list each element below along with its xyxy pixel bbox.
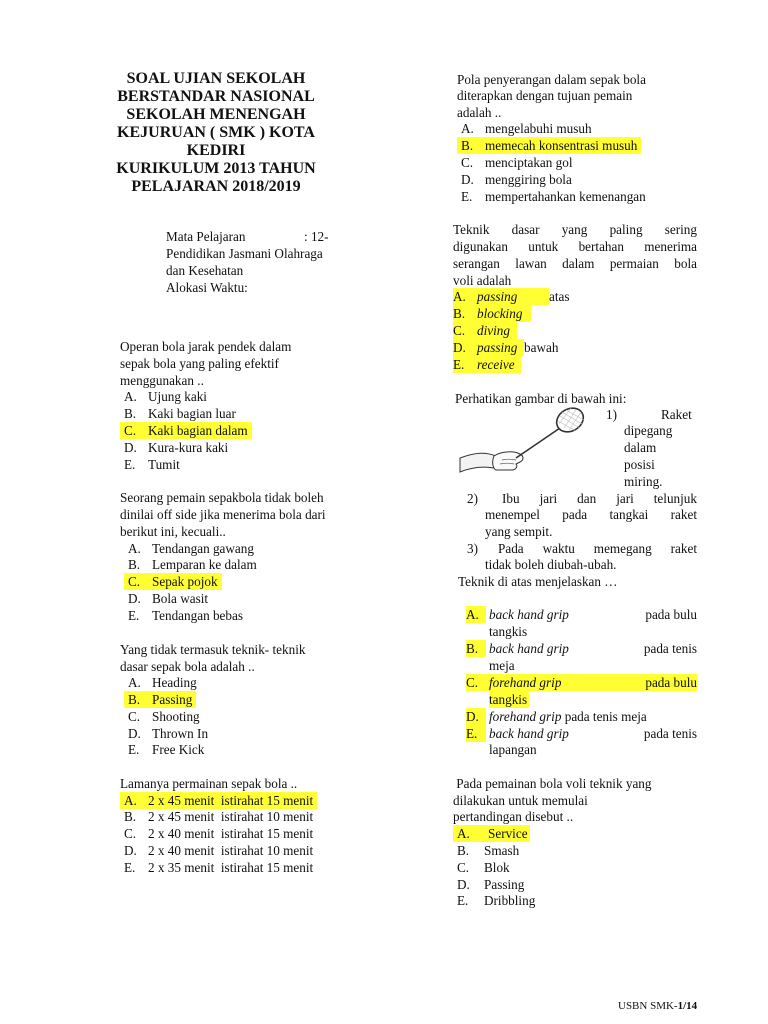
option-letter: C. (466, 675, 479, 690)
point-text: posisi (624, 457, 655, 472)
option-letter: E. (453, 357, 465, 372)
option-letter-highlighted: A. (466, 606, 486, 623)
subject-value: dan Kesehatan (166, 263, 244, 278)
option-letter: B. (124, 406, 137, 421)
answer-option (457, 892, 535, 909)
footer-prefix: USBN SMK- (618, 1000, 678, 1012)
option-letter: C. (461, 155, 474, 170)
answer-option (489, 725, 697, 742)
option-letter: D. (128, 591, 141, 606)
option-letter: D. (124, 440, 137, 455)
question-text: diterapkan dengan tujuan pemain (457, 88, 633, 103)
option-text: 2 x 35 menit istirahat 15 menit (148, 860, 314, 875)
option-term: passing (477, 340, 518, 355)
option-text: 2 x 40 menit istirahat 10 menit (148, 843, 314, 858)
option-continuation: lapangan (489, 742, 537, 757)
point-text: Raket (661, 407, 692, 422)
question-text: digunakan untuk bertahan menerima (453, 239, 697, 254)
title-line: BERSTANDAR NASIONAL (117, 88, 315, 105)
option-text: Shooting (152, 709, 200, 724)
option-letter-highlighted: D. (466, 708, 486, 725)
option-letter: A. (124, 793, 137, 808)
option-letter-highlighted: B. (466, 640, 486, 657)
title-line: KEDIRI (186, 142, 246, 159)
answer-option-highlighted (453, 288, 549, 305)
answer-option-highlighted (124, 573, 222, 590)
time-allocation-label: Alokasi Waktu: (166, 280, 248, 295)
option-continuation: meja (489, 658, 515, 673)
question-text: Operan bola jarak pendek dalam (120, 339, 292, 354)
option-text: 2 x 40 menit istirahat 15 menit (148, 826, 314, 841)
option-letter: A. (124, 389, 137, 404)
option-text: pada bulu (645, 607, 697, 622)
option-text: Smash (484, 843, 520, 858)
badminton-racket-grip-image (456, 402, 600, 482)
option-term: diving (477, 323, 510, 338)
answer-option (128, 556, 257, 573)
option-letter: A. (461, 121, 474, 136)
option-letter: E. (457, 893, 469, 908)
point-text: Pada waktu memegang raket (498, 541, 697, 556)
question-text: Teknik dasar yang paling sering (453, 222, 697, 237)
option-letter: A. (128, 675, 141, 690)
point-number: 2) (467, 491, 478, 506)
answer-option-highlighted (120, 422, 252, 439)
answer-option (128, 708, 200, 725)
title-line: SEKOLAH MENENGAH (126, 106, 306, 123)
title-line: KURIKULUM 2013 TAHUN (116, 160, 316, 177)
option-letter: B. (128, 692, 141, 707)
option-text: Ujung kaki (148, 389, 207, 404)
answer-option (128, 590, 208, 607)
answer-option (489, 674, 697, 691)
question-text: menggunakan .. (120, 373, 204, 388)
answer-option (124, 456, 180, 473)
option-text: Sepak pojok (152, 574, 218, 589)
answer-option (489, 708, 647, 725)
option-text: pada tenis meja (561, 709, 647, 724)
answer-option (124, 825, 313, 842)
option-continuation: tangkis (489, 624, 528, 639)
subject-value: : 12- (304, 229, 329, 244)
option-letter: B. (124, 809, 137, 824)
answer-option (489, 640, 697, 657)
answer-option-highlighted (453, 339, 524, 356)
answer-option (124, 439, 228, 456)
question-text: Teknik di atas menjelaskan … (458, 574, 618, 589)
point-text: yang sempit. (485, 524, 553, 539)
option-text: Bola wasit (152, 591, 209, 606)
point-text: dalam (624, 440, 657, 455)
question-text: berikut ini, kecuali.. (120, 524, 226, 539)
subject-label: Mata Pelajaran (166, 229, 246, 244)
option-text: Tendangan bebas (152, 608, 243, 623)
option-text: Tendangan gawang (152, 541, 254, 556)
answer-option (461, 188, 646, 205)
option-letter: B. (461, 138, 474, 153)
option-letter: C. (124, 423, 137, 438)
option-letter: E. (124, 860, 136, 875)
point-text: menempel pada tangkai raket (485, 507, 697, 522)
subject-value: Pendidikan Jasmani Olahraga (166, 246, 323, 261)
option-letter: E. (128, 742, 140, 757)
option-term: receive (477, 357, 515, 372)
option-letter: C. (128, 574, 141, 589)
option-text: Blok (484, 860, 510, 875)
option-text: pada tenis (643, 726, 697, 741)
option-text: Service (488, 826, 528, 841)
option-suffix: atas (549, 289, 570, 304)
option-letter: C. (457, 860, 470, 875)
option-text: 2 x 45 menit istirahat 15 menit (148, 793, 314, 808)
question-text: Pola penyerangan dalam sepak bola (457, 72, 646, 87)
answer-option-highlighted (457, 137, 641, 154)
option-term: back hand grip (489, 726, 569, 741)
option-text: Kaki bagian luar (148, 406, 236, 421)
answer-option-highlighted (120, 792, 317, 809)
option-letter: D. (453, 340, 466, 355)
question-text: Yang tidak termasuk teknik- teknik (120, 642, 306, 657)
question-text: dinilai off side jika menerima bola dari (120, 507, 326, 522)
option-text: pada tenis (643, 641, 697, 656)
answer-option (457, 876, 524, 893)
option-letter: C. (124, 826, 137, 841)
point-text: tidak boleh diubah-ubah. (485, 557, 617, 572)
question-text: Perhatikan gambar di bawah ini: (455, 391, 627, 406)
option-text: Tumit (148, 457, 180, 472)
title-line: SOAL UJIAN SEKOLAH (126, 70, 306, 87)
question-text: pertandingan disebut .. (453, 809, 574, 824)
answer-option (128, 674, 197, 691)
option-text: Lemparan ke dalam (152, 557, 257, 572)
option-letter: B. (457, 843, 470, 858)
option-letter-highlighted: E. (466, 725, 486, 742)
answer-option-highlighted (453, 825, 530, 842)
answer-option (489, 606, 697, 623)
option-letter: C. (128, 709, 141, 724)
option-text: Heading (152, 675, 197, 690)
option-text: menggiring bola (485, 172, 572, 187)
answer-option (124, 388, 207, 405)
answer-option (124, 405, 236, 422)
option-text: Thrown In (152, 726, 209, 741)
option-letter: E. (461, 189, 473, 204)
point-text: miring. (624, 474, 663, 489)
answer-option-highlighted (124, 691, 196, 708)
answer-option (457, 842, 519, 859)
title-line: KEJURUAN ( SMK ) KOTA (117, 124, 315, 141)
option-letter: E. (124, 457, 136, 472)
point-number: 3) (467, 541, 478, 556)
question-text: voli adalah (453, 273, 512, 288)
option-text: Passing (484, 877, 525, 892)
option-letter: D. (124, 843, 137, 858)
option-text: memecah konsentrasi musuh (485, 138, 638, 153)
option-letter: A. (453, 289, 466, 304)
option-letter: C. (453, 323, 466, 338)
answer-option-highlighted (453, 356, 521, 373)
point-number: 1) (606, 407, 617, 422)
option-text: Free Kick (152, 742, 205, 757)
answer-option (461, 120, 592, 137)
option-letter: A. (457, 826, 470, 841)
answer-option (124, 842, 313, 859)
answer-option-highlighted (453, 322, 517, 339)
option-letter: E. (128, 608, 140, 623)
page-number: 1/14 (677, 1000, 698, 1012)
option-letter: D. (457, 877, 470, 892)
question-text: dasar sepak bola adalah .. (120, 659, 255, 674)
option-suffix: bawah (524, 340, 559, 355)
question-text: sepak bola yang paling efektif (120, 356, 279, 371)
question-text: dilakukan untuk memulai (453, 793, 588, 808)
page-footer (618, 1000, 697, 1012)
answer-option (124, 859, 313, 876)
point-text: Ibu jari dan jari telunjuk (502, 491, 697, 506)
option-term: back hand grip (489, 641, 569, 656)
option-letter: A. (128, 541, 141, 556)
answer-option-highlighted (453, 305, 531, 322)
answer-option (128, 607, 243, 624)
option-letter: B. (453, 306, 466, 321)
option-term: forehand grip (489, 675, 562, 690)
answer-option (461, 154, 573, 171)
option-text: Kura-kura kaki (148, 440, 229, 455)
answer-option (457, 859, 510, 876)
option-text: Dribbling (484, 893, 536, 908)
option-text: mengelabuhi musuh (485, 121, 592, 136)
point-text: dipegang (624, 423, 673, 438)
option-letter: B. (128, 557, 141, 572)
answer-option (128, 540, 254, 557)
answer-option (124, 808, 313, 825)
option-text: mempertahankan kemenangan (485, 189, 646, 204)
question-text: Seorang pemain sepakbola tidak boleh (120, 490, 324, 505)
option-text: pada bulu (645, 675, 697, 690)
option-term: blocking (477, 306, 523, 321)
option-term: forehand grip (489, 709, 562, 724)
document-title (100, 70, 332, 196)
question-text: adalah .. (457, 105, 502, 120)
question-text: Pada pemainan bola voli teknik yang (453, 776, 652, 791)
option-text: Passing (152, 692, 193, 707)
question-text: serangan lawan dalam permaian bola (453, 256, 697, 271)
option-letter: D. (128, 726, 141, 741)
option-term: passing (477, 289, 518, 304)
answer-option (128, 725, 208, 742)
option-text: 2 x 45 menit istirahat 10 menit (148, 809, 314, 824)
option-text: menciptakan gol (485, 155, 573, 170)
question-text: Lamanya permainan sepak bola .. (120, 776, 298, 791)
answer-option (461, 171, 572, 188)
option-term: back hand grip (489, 607, 569, 622)
option-continuation: tangkis (489, 692, 528, 707)
option-text: Kaki bagian dalam (148, 423, 248, 438)
title-line: PELAJARAN 2018/2019 (131, 178, 301, 195)
option-letter: D. (461, 172, 474, 187)
answer-option (128, 741, 204, 758)
